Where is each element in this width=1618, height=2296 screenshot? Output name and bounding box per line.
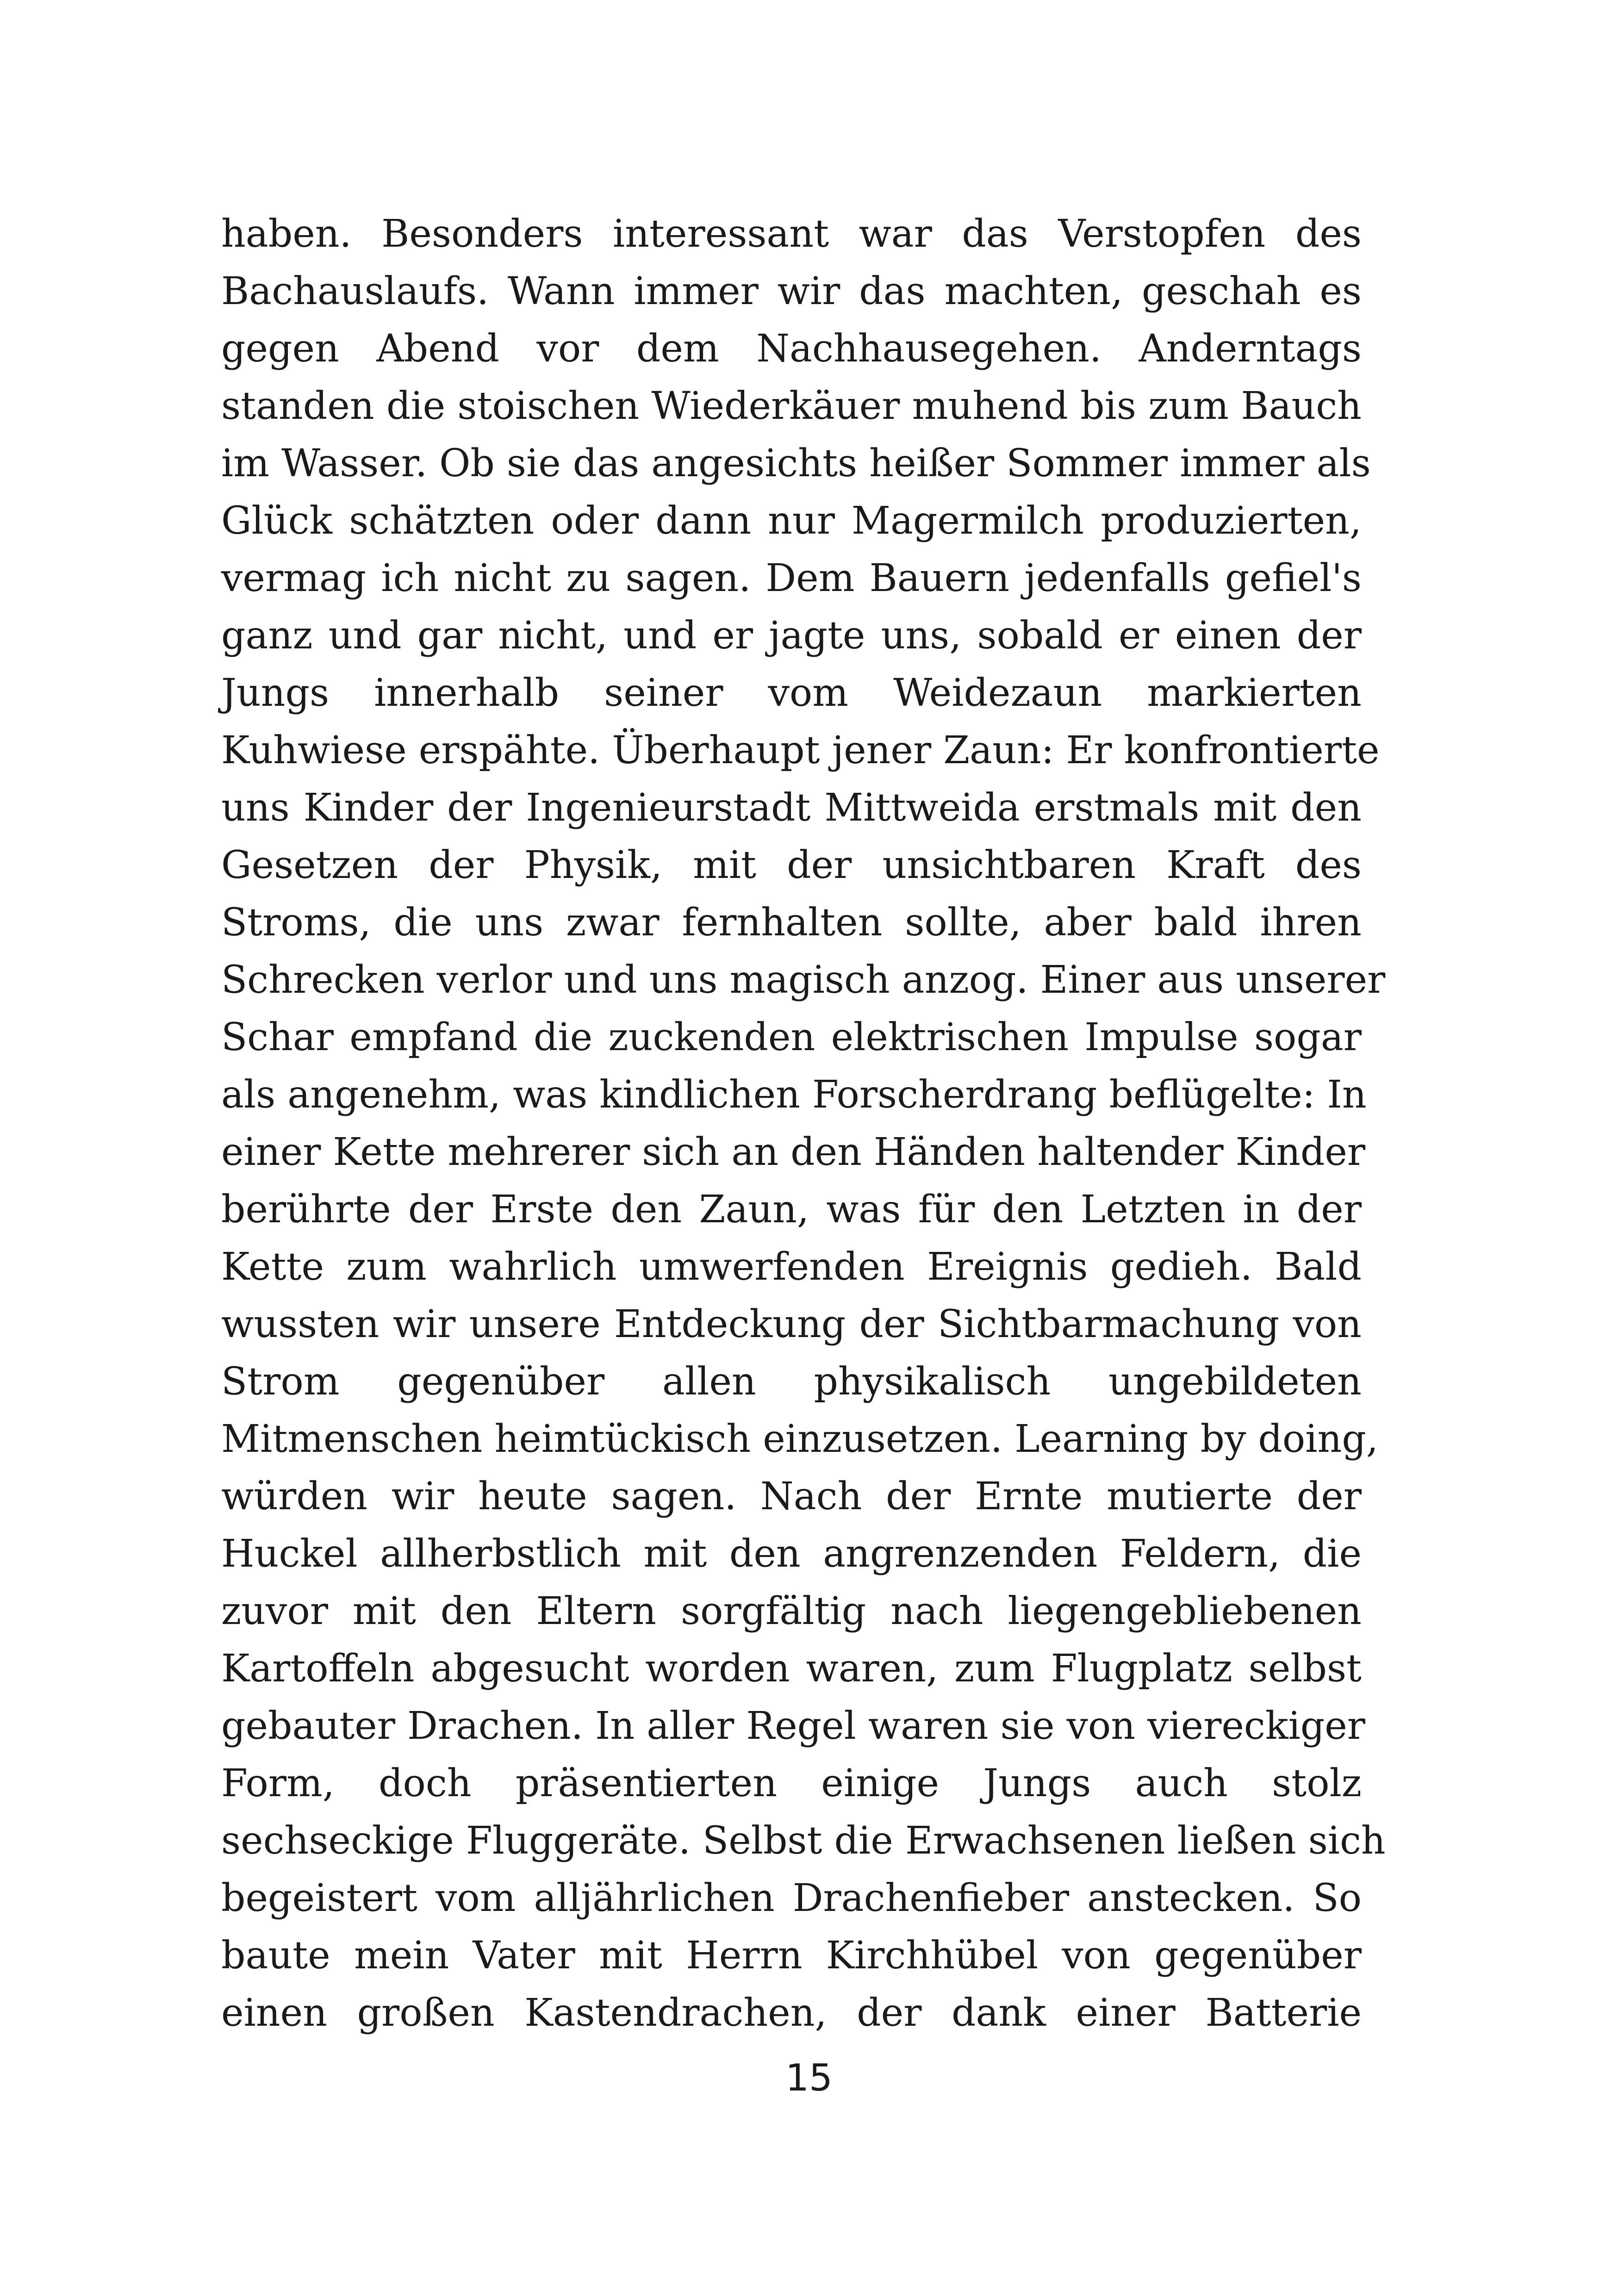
- text-line-9: Jungs innerhalb seiner vom Weidezaun markierten: [221, 671, 1362, 715]
- text-line-12: Gesetzen der Physik, mit der unsichtbaren Kraft des: [221, 843, 1362, 887]
- text-line-25: zuvor mit den Eltern sorgfältig nach liegengebliebenen: [221, 1589, 1362, 1633]
- page-number: 15: [785, 2056, 833, 2099]
- text-line-28: Form, doch präsentierten einige Jungs auch stolz: [221, 1761, 1362, 1805]
- text-line-17: einer Kette mehrerer sich an den Händen haltender Kinder: [221, 1130, 1366, 1174]
- text-line-7: vermag ich nicht zu sagen. Dem Bauern jedenfalls gefiel's: [221, 556, 1362, 600]
- text-line-31: baute mein Vater mit Herrn Kirchhübel von gegenüber: [221, 1934, 1362, 1978]
- text-line-6: Glück schätzten oder dann nur Magermilch produzierten,: [221, 499, 1362, 543]
- text-line-2: Bachauslaufs. Wann immer wir das machten, geschah es: [221, 269, 1362, 313]
- text-line-32: einen großen Kastendrachen, der dank einer Batterie: [221, 1991, 1362, 2035]
- text-line-30: begeistert vom alljährlichen Drachenfieber anstecken. So: [221, 1876, 1362, 1920]
- text-line-21: Strom gegenüber allen physikalisch ungebildeten: [221, 1360, 1362, 1404]
- text-line-19: Kette zum wahrlich umwerfenden Ereignis gedieh. Bald: [221, 1245, 1362, 1289]
- text-line-11: uns Kinder der Ingenieurstadt Mittweida erstmals mit den: [221, 786, 1362, 830]
- text-line-22: Mitmenschen heimtückisch einzusetzen. Learning by doing,: [221, 1417, 1378, 1461]
- text-line-5: im Wasser. Ob sie das angesichts heißer Sommer immer als: [221, 442, 1371, 485]
- text-line-29: sechseckige Fluggeräte. Selbst die Erwachsenen ließen sich: [221, 1819, 1386, 1863]
- text-line-23: würden wir heute sagen. Nach der Ernte mutierte der: [221, 1475, 1362, 1518]
- text-line-24: Huckel allherbstlich mit den angrenzenden Feldern, die: [221, 1532, 1362, 1576]
- text-line-1: haben. Besonders interessant war das Verstopfen des: [221, 212, 1362, 256]
- text-line-10: Kuhwiese erspähte. Überhaupt jener Zaun: Er konfrontierte: [221, 728, 1380, 772]
- text-line-13: Stroms, die uns zwar fernhalten sollte, aber bald ihren: [221, 901, 1362, 945]
- body-text: [221, 205, 1386, 2042]
- text-line-26: Kartoffeln abgesucht worden waren, zum Flugplatz selbst: [221, 1647, 1362, 1691]
- text-line-4: standen die stoischen Wiederkäuer muhend bis zum Bauch: [221, 384, 1362, 428]
- text-line-3: gegen Abend vor dem Nachhausegehen. Anderntags: [221, 327, 1362, 371]
- text-line-27: gebauter Drachen. In aller Regel waren sie von viereckiger: [221, 1704, 1365, 1748]
- text-line-14: Schrecken verlor und uns magisch anzog. Einer aus unserer: [221, 958, 1386, 1002]
- text-line-8: ganz und gar nicht, und er jagte uns, sobald er einen der: [221, 614, 1362, 658]
- text-line-20: wussten wir unsere Entdeckung der Sichtbarmachung von: [221, 1302, 1362, 1346]
- text-line-15: Schar empfand die zuckenden elektrischen Impulse sogar: [221, 1015, 1362, 1059]
- text-line-16: als angenehm, was kindlichen Forscherdrang beflügelte: In: [221, 1073, 1367, 1117]
- text-line-18: berührte der Erste den Zaun, was für den Letzten in der: [221, 1188, 1362, 1232]
